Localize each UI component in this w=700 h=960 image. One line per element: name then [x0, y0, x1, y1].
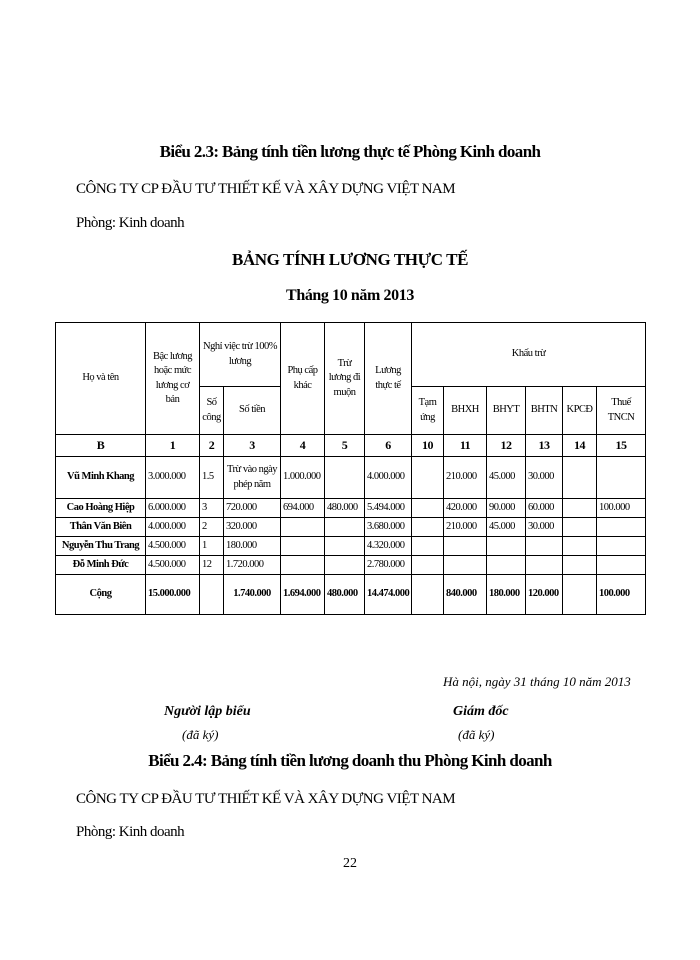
base-salary-cell: 6.000.000: [146, 499, 200, 518]
total-base-salary: 15.000.000: [146, 575, 200, 615]
leave-days-cell: 1: [200, 537, 224, 556]
preparer-title: Người lập biểu: [164, 704, 251, 719]
late-deduction-cell: [325, 556, 365, 575]
bhtn-cell: 30.000: [526, 518, 563, 537]
bhyt-cell: 45.000: [487, 518, 526, 537]
leave-amount-cell: Trừ vào ngày phép năm: [224, 457, 281, 499]
total-leave-days: [200, 575, 224, 615]
allowance-cell: [281, 518, 325, 537]
department-label-2: Phòng: Kinh doanh: [76, 824, 185, 840]
total-late-deduction: 480.000: [325, 575, 365, 615]
header-leave-days: Số công: [200, 387, 224, 435]
pit-cell: [597, 537, 646, 556]
bhyt-cell: 90.000: [487, 499, 526, 518]
advance-cell: [412, 556, 444, 575]
header-base-salary: Bậc lương hoặc mức lương cơ bản: [146, 323, 200, 435]
total-row: [56, 575, 646, 615]
base-salary-cell: 4.000.000: [146, 518, 200, 537]
advance-cell: [412, 457, 444, 499]
header-name: Họ và tên: [56, 323, 146, 435]
department-label: Phòng: Kinh doanh: [76, 215, 185, 231]
table-row: [56, 518, 646, 537]
actual-salary-cell: 2.780.000: [365, 556, 412, 575]
base-salary-cell: 4.500.000: [146, 537, 200, 556]
index-cell: 6: [365, 435, 412, 457]
index-row: [56, 435, 646, 457]
company-name: CÔNG TY CP ĐẦU TƯ THIẾT KẾ VÀ XÂY DỰNG VIỆT NAM: [76, 181, 456, 197]
kpcd-cell: [563, 537, 597, 556]
page-number: 22: [343, 856, 357, 871]
allowance-cell: 1.000.000: [281, 457, 325, 499]
employee-name: Vũ Minh Khang: [56, 457, 146, 499]
header-pit: Thuế TNCN: [597, 387, 646, 435]
company-name-2: CÔNG TY CP ĐẦU TƯ THIẾT KẾ VÀ XÂY DỰNG VIỆT NAM: [76, 791, 456, 807]
index-cell: 2: [200, 435, 224, 457]
pit-cell: 100.000: [597, 499, 646, 518]
bhxh-cell: [444, 537, 487, 556]
pit-cell: [597, 518, 646, 537]
bhyt-cell: [487, 537, 526, 556]
actual-salary-cell: 3.680.000: [365, 518, 412, 537]
header-advance: Tạm ứng: [412, 387, 444, 435]
header-leave-amount: Số tiền: [224, 387, 281, 435]
leave-days-cell: 2: [200, 518, 224, 537]
total-pit: 100.000: [597, 575, 646, 615]
table-row: [56, 537, 646, 556]
kpcd-cell: [563, 556, 597, 575]
caption-bieu-2-4: Biểu 2.4: Bảng tính tiền lương doanh thu Phòng Kinh doanh: [148, 751, 552, 770]
kpcd-cell: [563, 457, 597, 499]
leave-days-cell: 3: [200, 499, 224, 518]
table-subtitle: Tháng 10 năm 2013: [286, 287, 414, 304]
caption-bieu-2-3: Biểu 2.3: Bảng tính tiền lương thực tế Phòng Kinh doanh: [159, 142, 541, 161]
base-salary-cell: 4.500.000: [146, 556, 200, 575]
allowance-cell: 694.000: [281, 499, 325, 518]
table-title: BẢNG TÍNH LƯƠNG THỰC TẾ: [231, 250, 469, 269]
index-cell: 4: [281, 435, 325, 457]
header-bhxh: BHXH: [444, 387, 487, 435]
table-row: [56, 499, 646, 518]
index-cell: 13: [526, 435, 563, 457]
kpcd-cell: [563, 499, 597, 518]
header-allowance: Phụ cấp khác: [281, 323, 325, 435]
total-allowance: 1.694.000: [281, 575, 325, 615]
bhxh-cell: 210.000: [444, 457, 487, 499]
director-signed-note: (đã ký): [458, 727, 495, 742]
bhxh-cell: 420.000: [444, 499, 487, 518]
advance-cell: [412, 537, 444, 556]
table-row: [56, 556, 646, 575]
employee-name: Thân Văn Biên: [56, 518, 146, 537]
leave-amount-cell: 720.000: [224, 499, 281, 518]
total-label: Cộng: [56, 575, 146, 615]
actual-salary-cell: 5.494.000: [365, 499, 412, 518]
index-cell: 1: [146, 435, 200, 457]
pit-cell: [597, 457, 646, 499]
salary-table: [55, 322, 646, 615]
index-cell: B: [56, 435, 146, 457]
index-cell: 3: [224, 435, 281, 457]
late-deduction-cell: [325, 457, 365, 499]
index-cell: 11: [444, 435, 487, 457]
header-deductions-group: Khấu trừ: [412, 323, 646, 387]
base-salary-cell: 3.000.000: [146, 457, 200, 499]
late-deduction-cell: [325, 518, 365, 537]
actual-salary-cell: 4.000.000: [365, 457, 412, 499]
advance-cell: [412, 518, 444, 537]
pit-cell: [597, 556, 646, 575]
header-late-deduction: Trừ lương đi muộn: [325, 323, 365, 435]
bhxh-cell: 210.000: [444, 518, 487, 537]
total-leave-amount: 1.740.000: [224, 575, 281, 615]
allowance-cell: [281, 556, 325, 575]
total-advance: [412, 575, 444, 615]
leave-amount-cell: 1.720.000: [224, 556, 281, 575]
leave-days-cell: 12: [200, 556, 224, 575]
header-bhyt: BHYT: [487, 387, 526, 435]
header-leave-group: Nghỉ việc trừ 100% lương: [200, 323, 281, 387]
employee-name: Nguyễn Thu Trang: [56, 537, 146, 556]
total-bhxh: 840.000: [444, 575, 487, 615]
bhyt-cell: [487, 556, 526, 575]
kpcd-cell: [563, 518, 597, 537]
bhtn-cell: [526, 537, 563, 556]
index-cell: 12: [487, 435, 526, 457]
employee-name: Cao Hoàng Hiệp: [56, 499, 146, 518]
bhtn-cell: [526, 556, 563, 575]
employee-name: Đỗ Minh Đức: [56, 556, 146, 575]
bhtn-cell: 30.000: [526, 457, 563, 499]
header-row-1: [56, 323, 646, 387]
preparer-signed-note: (đã ký): [182, 727, 219, 742]
header-bhtn: BHTN: [526, 387, 563, 435]
bhxh-cell: [444, 556, 487, 575]
total-bhyt: 180.000: [487, 575, 526, 615]
leave-days-cell: 1.5: [200, 457, 224, 499]
index-cell: 10: [412, 435, 444, 457]
late-deduction-cell: [325, 537, 365, 556]
total-kpcd: [563, 575, 597, 615]
index-cell: 5: [325, 435, 365, 457]
director-title: Giám đốc: [453, 704, 509, 719]
bhyt-cell: 45.000: [487, 457, 526, 499]
total-bhtn: 120.000: [526, 575, 563, 615]
allowance-cell: [281, 537, 325, 556]
table-row: [56, 457, 646, 499]
leave-amount-cell: 320.000: [224, 518, 281, 537]
index-cell: 14: [563, 435, 597, 457]
header-kpcd: KPCĐ: [563, 387, 597, 435]
total-actual-salary: 14.474.000: [365, 575, 412, 615]
leave-amount-cell: 180.000: [224, 537, 281, 556]
date-line: Hà nội, ngày 31 tháng 10 năm 2013: [443, 674, 631, 689]
actual-salary-cell: 4.320.000: [365, 537, 412, 556]
late-deduction-cell: 480.000: [325, 499, 365, 518]
index-cell: 15: [597, 435, 646, 457]
bhtn-cell: 60.000: [526, 499, 563, 518]
advance-cell: [412, 499, 444, 518]
header-actual-salary: Lương thực tế: [365, 323, 412, 435]
